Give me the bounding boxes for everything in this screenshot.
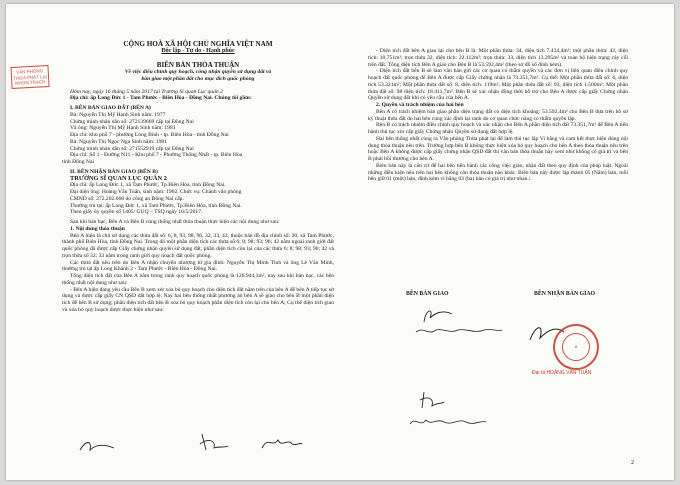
- party-b-name: TRƯỜNG SĨ QUAN LỤC QUÂN 2: [70, 174, 167, 182]
- party-b-heading: II. BÊN NHẬN BÀN GIAO (BÊN B): [70, 168, 158, 175]
- party-a-line: tỉnh Đồng Nai: [62, 159, 95, 165]
- section-1-paragraph: Tổng diện tích đất của Bên A nằm trong ranh quy hoạch quốc phòng là 126.944,1m², nay sau khi bàn bạc, các bên thống nhất nội dung như sau:: [62, 273, 334, 286]
- right-paragraph: Bên B có trách nhiệm điều chỉnh quy hoạch và xác nhận cho Bên A phần diện tích đất 73.351,7m² để Bên A tiến hành thủ tục xin cấp giấy Chứng nhận Quyền sử dụng đất hợp lệ.: [368, 122, 628, 135]
- page-number: 2: [631, 460, 634, 466]
- office-stamp: [10, 65, 49, 89]
- official-seal: ★: [549, 320, 604, 375]
- date-line: Hôm nay, ngày 16 tháng 5 năm 2017 tại Trường Sĩ quan Lục quân 2: [70, 88, 223, 95]
- party-b-line: CMND số: 272.202.668 do công an Đồng Nai cấp.: [70, 195, 184, 202]
- party-b-signature-label: BÊN NHẬN BÀN GIAO: [534, 291, 596, 297]
- document-subtitle-1: Về việc điều chỉnh quy hoạch, công nhận quyền sử dụng đất và: [124, 69, 272, 75]
- motto: Độc lập - Tự do - Hạnh phúc: [161, 48, 235, 54]
- right-column: [368, 48, 628, 183]
- signature-mark: [78, 438, 118, 456]
- document-title: BIÊN BẢN THỎA THUẬN: [156, 61, 240, 69]
- stamp-line-3: NHƠN TRẠCH: [15, 79, 46, 86]
- section-1-paragraph: Bên A hiện là chủ sử dụng các thửa đất số: 6, 8, 93, 98, 96, 32, 33, 42, thuộc bản đồ địa chính số: 20, xã Tam Phước, thành phố Biên Hòa, tỉnh Đồng Nai. Trong đó một phần diện tích các thửa số 6; 8; 98; 93; 96; 42 nằm ngoài ranh giới đất quốc phòng đã được cấp Giấy chứng nhận quyền sử dụng đất, phần diện tích còn lại của các thửa 6; 8; 98; 93; 96; 42 và trọn thửa số 32; 33 nằm trong ranh giới quy hoạch đất quốc phòng.: [62, 232, 334, 259]
- party-b-line: Địa chỉ: ấp Long Đức 1, xã Tam Phước, Tp.Biên Hòa, tỉnh Đồng Nai.: [70, 182, 226, 189]
- right-paragraph: Bên A có trách nhiệm bàn giao phần diện trạng đất có diện tích khoảng: 53.592,4m² cho Bên B dựa trên hồ sơ kỹ thuật thửa đất do hai bên cùng xác định lại ranh do cơ quan chức năng có thẩm quyền lập.: [368, 108, 628, 122]
- document-page: [6, 4, 674, 480]
- party-a-signature-label: BÊN BÀN GIAO: [406, 291, 449, 297]
- section-1-paragraph: Các thửa đất nêu trên do Bên A nhận chuyển nhượng từ gia đình: Nguyễn Thị Minh Tình và ông Lê Văn Minh, thường trú tại ấp Long Khánh 2 - Tam Phước - Biên Hòa - Đồng Nai.: [62, 259, 334, 273]
- republic-title: CỘNG HOÀ XÃ HỘI CHỦ NGHĨA VIỆT NAM: [123, 40, 273, 48]
- party-b-line: Theo giấy ủy quyền số 1405/ GUQ – TSQ ngày 16/5/2017.: [70, 209, 203, 216]
- party-a-line: Chứng minh nhân dân số: 272139669 cấp tại Đồng Nai: [70, 118, 194, 125]
- signature-mark: [414, 324, 504, 338]
- party-a-line: Bà: Nguyễn Thị Ngọc Nga Sinh năm: 1981: [70, 138, 168, 145]
- party-a-line: Bà: Nguyễn Thị Mỹ Hạnh Sinh năm: 1977: [70, 111, 166, 118]
- section-1-paragraph: - Bên A hiện đang yêu cầu Bên B xem xét xóa bỏ quy hoạch cho diện tích đất nằm trên của bên A để bên A tiếp tục sử dụng và được cấp giấy CN QSD đất hợp lệ. Nay hai bên thống nhất phương án bên A sẽ giao cho bên B một phần diện tích để bên B sử dụng; phần diện tích đất bên B xóa bỏ quy hoạch phần diện tích còn lại cho bên A; Cụ thể diện tích giao và xóa bỏ quy hoạch được thực hiện như sau:: [62, 286, 334, 313]
- stamp-line-1: VĂN PHÒNG: [16, 68, 44, 75]
- right-paragraph: Hai bên thống nhất cùng ra Văn phòng Thừa phát lại để làm thủ tục lập Vi bằng và cam kết thực hiện đúng nội dung thỏa thuận nêu trên. Trường hợp bên B không thực hiện xóa bỏ quy hoạch cho bên A theo thỏa thuận nêu trên hoặc Bên A không được cấp giấy chứng nhận QSD đất thì văn bản thỏa thuận này xem như không có giá trị và bên B phải bồi thường cho bên A.: [368, 135, 628, 162]
- party-a-line: Địa chỉ: Số 1 - Đường N11 - Khu phố 7 - Phường Thống Nhất - tp. Biên Hòa: [70, 152, 243, 159]
- party-a-heading: I. BÊN BẢN GIAO ĐẤT (BÊN A): [70, 105, 151, 111]
- left-column: [62, 4, 334, 314]
- signature-mark: [196, 430, 230, 454]
- stamp-line-2: THỪA PHÁT LẠI: [13, 73, 47, 81]
- party-a-line: Và ông: Nguyễn Thị Mỹ Hạnh Sinh năm: 1981: [70, 125, 176, 132]
- section-2-heading: 2. Quyền và trách nhiệm của hai bên: [376, 102, 464, 108]
- signature-mark: [416, 388, 446, 410]
- document-subtitle-2: bàn giao một phần đất cho mục đích quốc phòng: [141, 75, 255, 82]
- party-b-line: Đại diện ông: Hoàng Văn Tuấn, sinh năm: 1962. Chức vụ: Chánh văn phòng: [70, 189, 242, 195]
- right-paragraph: - Diện tích đất bên B sẽ làm văn bản gửi các cơ quan có thẩm quyền và các đơn vị liên quan điều chỉnh quy hoạch đất quốc phòng để Bên A được cấp Giấy chứng nhận là 73.351,7m². Cụ thể: Một phần thửa đất số: 6, diện tích 53.321m²; Một phần thửa đất số: 8, diện tích: 119m²; Một phần thửa đất số: 93, diện tích 1.500m²; Một phần thửa đất số: 98 diện tích: 18.411,7m². Bên B sẽ xác nhận đồng thời hỗ trợ cho Bên A được cấp giấy Chứng nhận Quyền sử dụng đất khi có yêu cầu của bên A.: [368, 68, 628, 102]
- party-a-line: Địa chỉ: khu phố 7 - phường Long Bình - tp. Biên Hòa - tỉnh Đồng Nai: [70, 132, 229, 138]
- signature-mark: [260, 434, 304, 452]
- party-b-line: Thường trú tại: ấp Long Đức 1, xã Tam Phước, Tp.Biên Hòa, tỉnh Đồng Nai.: [70, 202, 242, 209]
- right-paragraph: Biên bản này là căn cứ để hai bên tiến hành các công việc giao, nhận đất theo quy định của pháp luật. Ngoài những điều kiện nêu trên hai bên không còn thỏa thuận nào khác. Biên bản này được lập thành 05 (Năm) bản, mỗi bên giữ 01 (một) bản, đính kèm vi bằng 03 (ba) bản có giá trị như nhau./.: [368, 162, 628, 183]
- party-a-line: Chứng minh nhân dân số: 271552919 cấp tại Đồng Nai: [70, 145, 194, 152]
- party-b-signer-name: Đại tá HOÀNG VĂN TUẤN: [532, 370, 592, 376]
- signature-mark: [420, 304, 456, 326]
- meeting-address: Địa chỉ: ấp Long Đức 1 - Tam Phước - Biên Hòa - Đồng Nai. Chúng tôi gồm:: [70, 95, 252, 102]
- agreement-intro: Sau khi bàn bạc, Bên A và Bên B cùng thống nhất thỏa thuận thực hiện các nội dung như sau:: [70, 219, 280, 225]
- right-paragraph: - Diện tích đất bên A giao lại cho bên B là: Một phần thửa: 34, diện tích 7.434,4m²; một phần thửa: 42, diện tích: 10.751m²; trọn thửa 32, diện tích: 22.112m²; trọn thửa: 33, diện tích 13.295m² và toàn bộ hiện trạng cây cối trên đất. Tổng diện tích Bên A giao cho Bên B là 53.592,4m² (theo sơ đồ số đính kèm).: [368, 48, 628, 68]
- section-1-heading: 1. Nội dung thỏa thuận: [70, 225, 125, 232]
- signature-mark: [408, 414, 488, 430]
